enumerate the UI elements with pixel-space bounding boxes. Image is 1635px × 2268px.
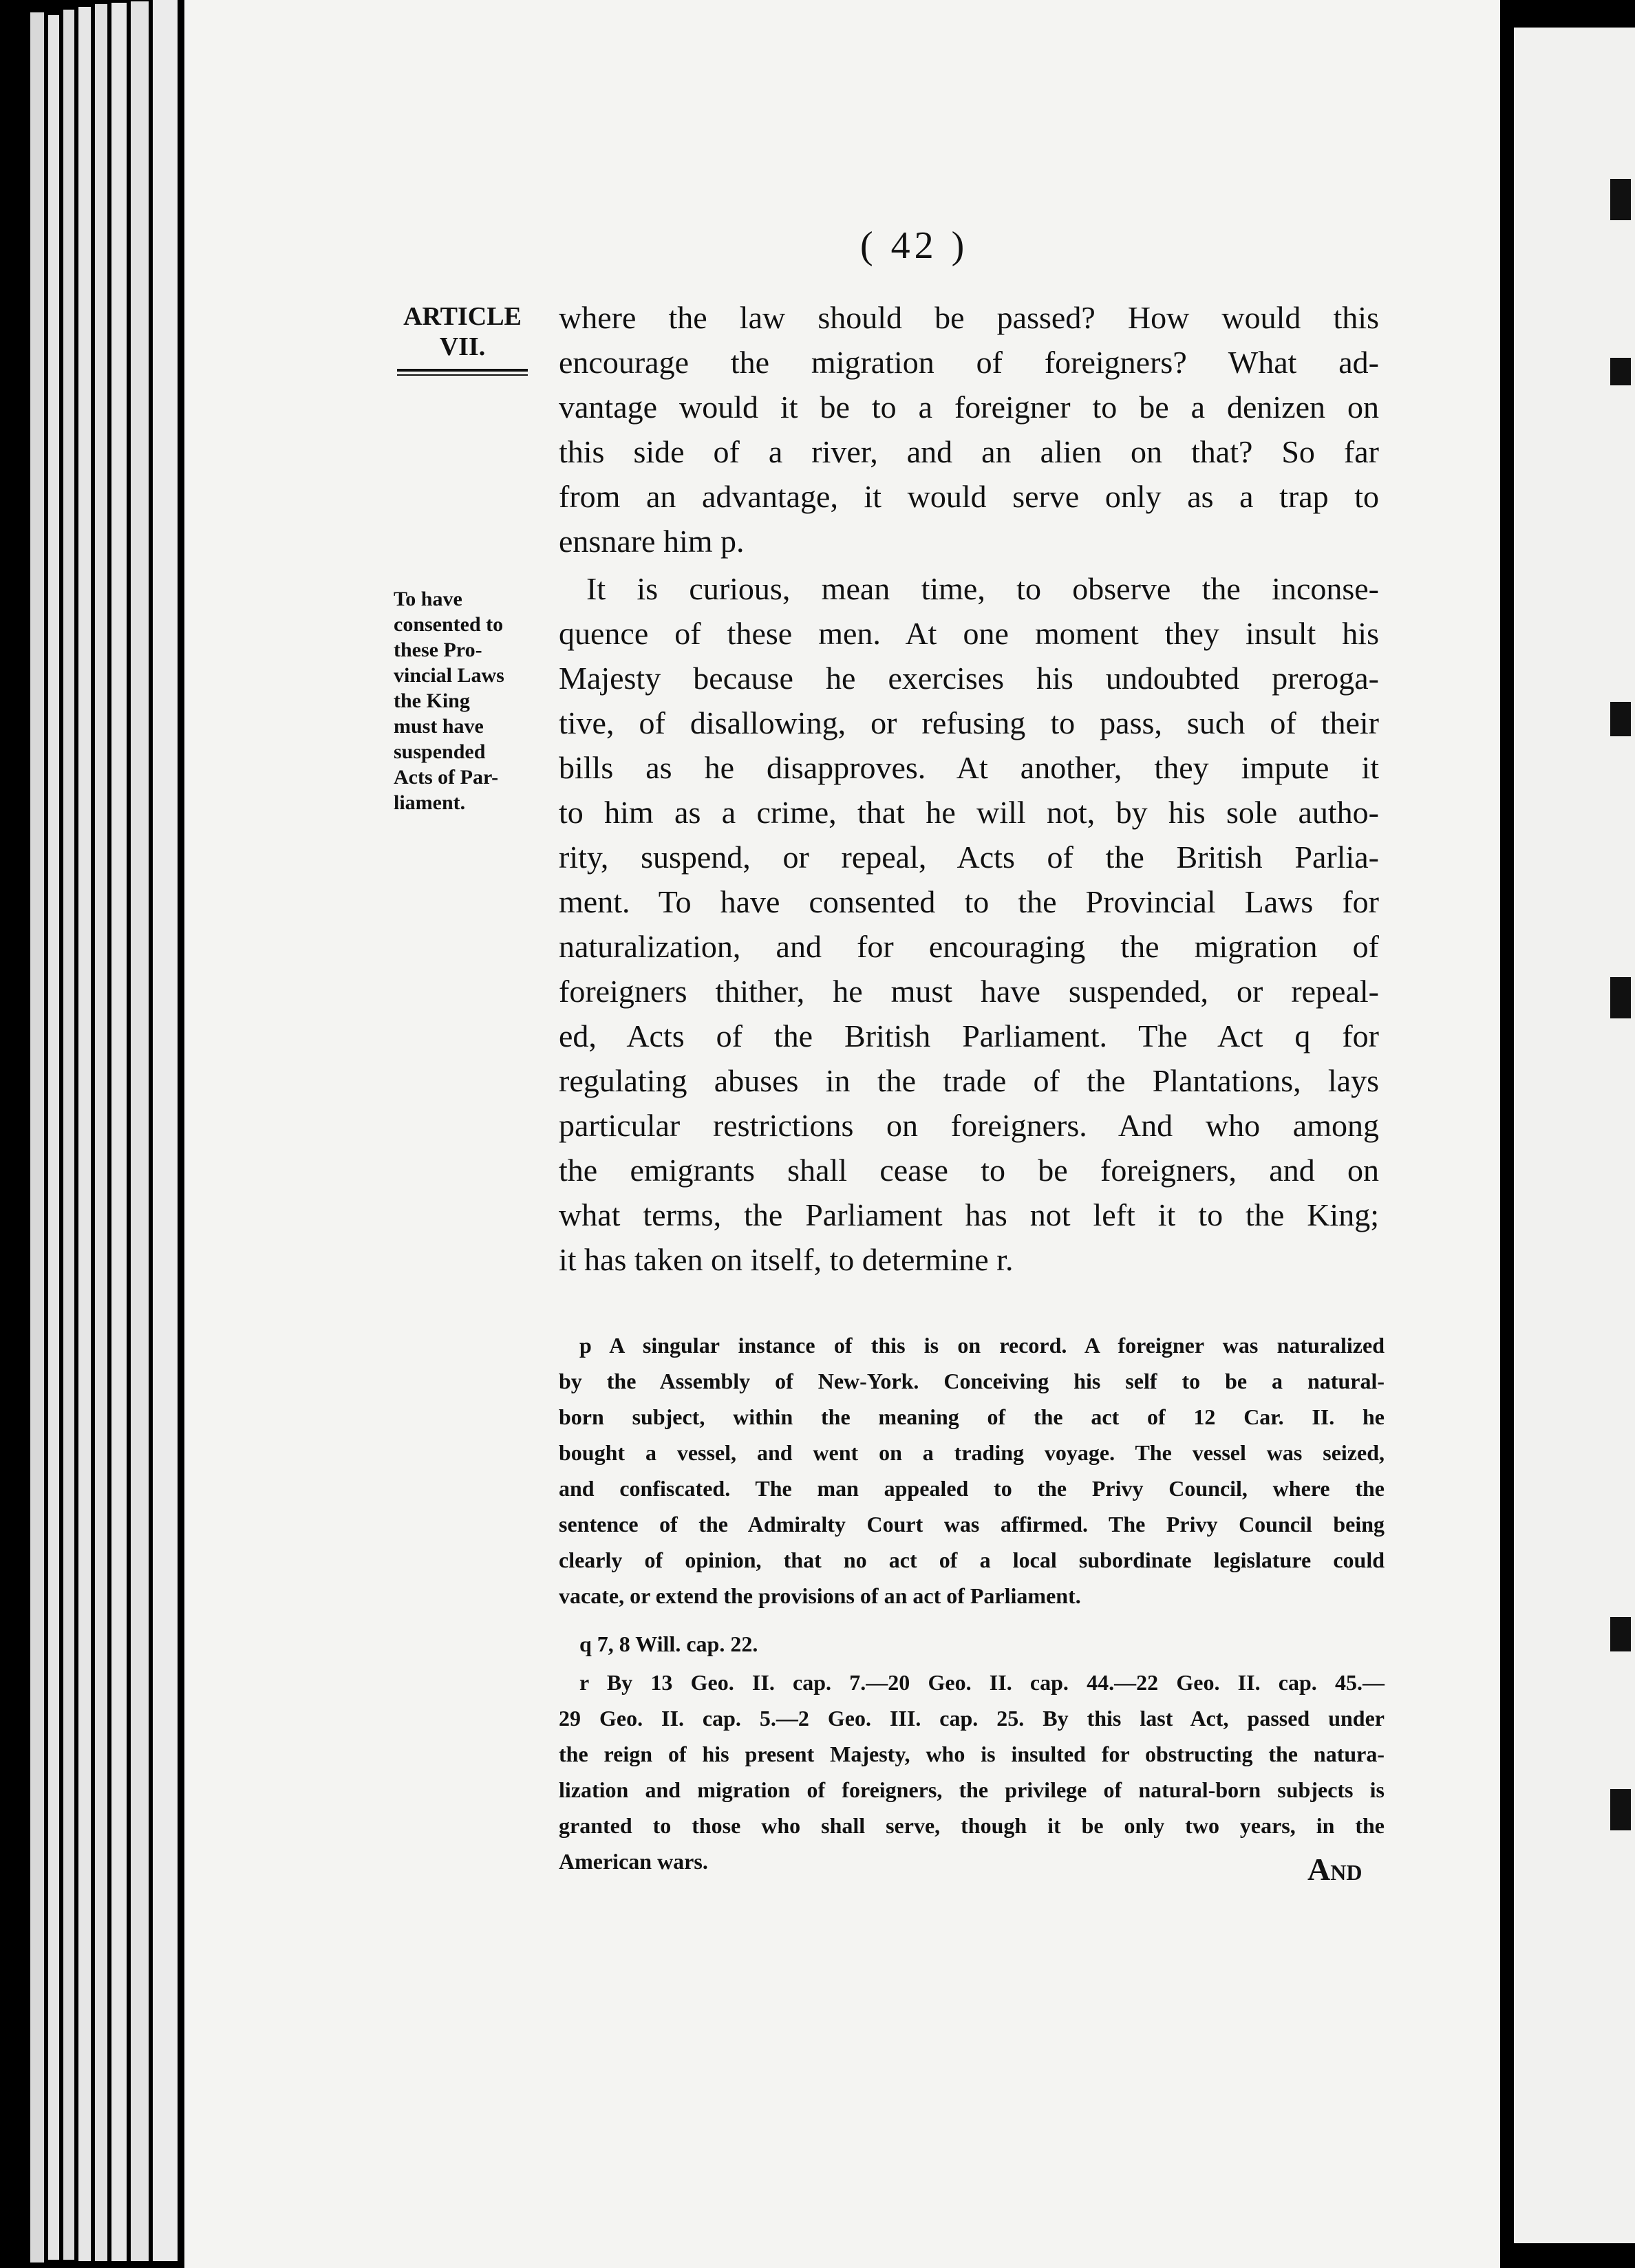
facing-page-text-fragment: [1610, 358, 1631, 385]
text-line: this side of a river, and an alien on that? So far: [559, 434, 1379, 469]
text-line: rity, suspend, or repeal, Acts of the British Parlia-: [559, 839, 1379, 875]
margin-note-line: Acts of Par-: [394, 766, 499, 789]
text-line: regulating abuses in the trade of the Plantations, lays: [559, 1063, 1379, 1098]
page-edge: [95, 4, 107, 2261]
page-edge: [131, 1, 149, 2261]
text-line: to him as a crime, that he will not, by his sole autho-: [559, 795, 1379, 830]
footnote-line: granted to those who shall serve, though it be only two years, in the: [559, 1813, 1385, 1838]
footnote-line: clearly of opinion, that no act of a local subordinate legislature could: [559, 1548, 1385, 1572]
article-number: VII.: [439, 332, 486, 361]
text-line: It is curious, mean time, to observe the inconse-: [586, 571, 1379, 606]
footnote-line: bought a vessel, and went on a trading voyage. The vessel was seized,: [559, 1440, 1385, 1465]
footnote-line: r By 13 Geo. II. cap. 7.—20 Geo. II. cap. 44.—22 Geo. II. cap. 45.—: [579, 1670, 1385, 1695]
footnote-line: sentence of the Admiralty Court was affirmed. The Privy Council being: [559, 1512, 1385, 1537]
footnote-line: the reign of his present Majesty, who is insulted for obstructing the natura-: [559, 1742, 1385, 1766]
facing-page-text-fragment: [1610, 702, 1631, 736]
footnote-line: and confiscated. The man appealed to the Privy Council, where the: [559, 1476, 1385, 1501]
heading-rule: [397, 369, 528, 372]
page-number: ( 42 ): [860, 224, 969, 267]
text-line: tive, of disallowing, or refusing to pass, such of their: [559, 705, 1379, 740]
text-line: what terms, the Parliament has not left it to the King;: [559, 1197, 1379, 1232]
article-heading: [394, 301, 531, 376]
footnote-line: lization and migration of foreigners, the privilege of natural-born subjects is: [559, 1777, 1385, 1802]
article-label: ARTICLE: [403, 302, 522, 331]
margin-note-line: liament.: [394, 791, 466, 814]
text-line: where the law should be passed? How would this: [559, 300, 1379, 335]
margin-note-line: the King: [394, 689, 470, 712]
page-edge: [78, 7, 91, 2261]
text-line: ed, Acts of the British Parliament. The Act q for: [559, 1018, 1379, 1053]
text-line: naturalization, and for encouraging the migration of: [559, 929, 1379, 964]
text-line: ensnare him p.: [559, 524, 745, 559]
catchword: And: [1307, 1852, 1362, 1887]
page-edge: [63, 10, 74, 2260]
margin-note: [394, 586, 538, 815]
footnote-line: born subject, within the meaning of the act of 12 Car. II. he: [559, 1404, 1385, 1429]
facing-page-text-fragment: [1610, 1789, 1631, 1830]
margin-note-line: To have: [394, 588, 462, 610]
footnote-line: by the Assembly of New-York. Conceiving his self to be a natural-: [559, 1369, 1385, 1393]
text-line: encourage the migration of foreigners? What ad-: [559, 345, 1379, 380]
page-edge: [111, 3, 127, 2261]
footnote-line: q 7, 8 Will. cap. 22.: [579, 1632, 758, 1656]
margin-note-line: these Pro-: [394, 639, 482, 661]
text-line: bills as he disapproves. At another, they impute it: [559, 750, 1379, 785]
margin-note-line: suspended: [394, 740, 486, 763]
page-edge: [153, 0, 178, 2261]
facing-page-text-fragment: [1610, 179, 1631, 220]
text-line: vantage would it be to a foreigner to be a denizen on: [559, 389, 1379, 425]
facing-page-text-fragment: [1610, 977, 1631, 1018]
margin-note-line: vincial Laws: [394, 664, 504, 687]
page-edge: [30, 12, 44, 2262]
margin-note-line: consented to: [394, 613, 504, 636]
footnote-line: vacate, or extend the provisions of an act of Parliament.: [559, 1583, 1081, 1608]
text-line: it has taken on itself, to determine r.: [559, 1242, 1014, 1277]
margin-note-line: must have: [394, 715, 484, 738]
text-line: the emigrants shall cease to be foreigners, and on: [559, 1153, 1379, 1188]
text-line: Majesty because he exercises his undoubted preroga-: [559, 661, 1379, 696]
footnote-line: American wars.: [559, 1849, 708, 1874]
text-line: foreigners thither, he must have suspended, or repeal-: [559, 974, 1379, 1009]
text-line: particular restrictions on foreigners. And who among: [559, 1108, 1379, 1143]
text-line: from an advantage, it would serve only as a trap to: [559, 479, 1379, 514]
page-edge: [48, 15, 59, 2260]
footnote-line: p A singular instance of this is on record. A foreigner was naturalized: [579, 1333, 1385, 1358]
heading-rule: [397, 374, 528, 376]
text-line: ment. To have consented to the Provincial Laws for: [559, 884, 1379, 919]
facing-page-text-fragment: [1610, 1617, 1631, 1651]
text-line: quence of these men. At one moment they insult his: [559, 616, 1379, 651]
footnote-line: 29 Geo. II. cap. 5.—2 Geo. III. cap. 25. By this last Act, passed under: [559, 1706, 1385, 1731]
